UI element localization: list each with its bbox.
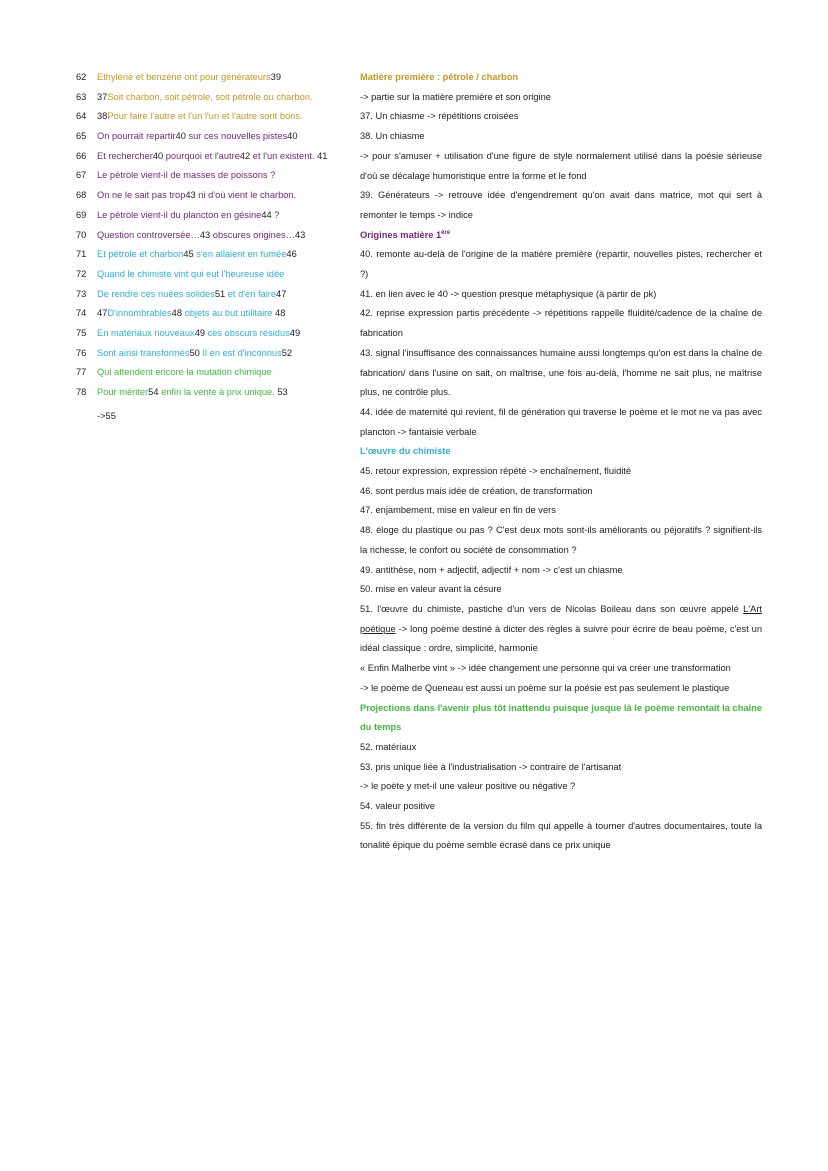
note: « Enfin Malherbe vint » -> idée changement une personne qui va créer une transformation [360, 663, 731, 674]
verse-text: obscures origines… [210, 229, 295, 240]
verse-text: On ne le sait pas trop [97, 190, 186, 201]
line-number: 70 [76, 229, 87, 240]
poem-line [76, 363, 346, 383]
note-reference: 43 [185, 190, 196, 201]
note: 53. pris unique liée à l'industrialisation -> contraire de l'artisanat [360, 761, 622, 772]
note: 44. idée de maternité qui revient, fil de génération qui traverse le poème et le mot ne va pas avec plancton -> fantaisie verbale [360, 406, 762, 437]
heading-text: Origines matière 1 [360, 229, 442, 240]
note-reference: 53 [274, 387, 288, 397]
note-reference: 54 [148, 387, 159, 397]
line-number: 73 [76, 288, 87, 299]
poem-line [76, 107, 346, 127]
verse-text: Le pétrole vient-il du plancton en gésine [97, 209, 262, 220]
note: 40. remonte au-delà de l'origine de la matière première (repartir, nouvelles pistes, rechercher et ?) [360, 249, 762, 280]
note: -> le poème de Queneau est aussi un poème sur la poésie est pas seulement le plastique [360, 682, 730, 693]
verse-text: ni d'où vient le charbon. [195, 190, 297, 201]
note-reference: 52 [281, 347, 293, 358]
note-reference: 48 [272, 308, 286, 319]
poem-line [76, 147, 346, 167]
note: 38. Un chiasme [360, 131, 425, 142]
poem-line [76, 304, 346, 324]
note: 49. antithèse, nom + adjectif, adjectif + nom -> c'est un chiasme [360, 564, 623, 575]
verse-text: Soit charbon, soit pétrole, soit pétrole ou charbon. [107, 91, 313, 102]
note-reference: 47 [97, 308, 108, 319]
poem-line [76, 68, 346, 88]
verse-text: Question controversée… [97, 229, 200, 240]
note: 43. signal l'insuffisance des connaissances humaine aussi longtemps qu'on est dans la chaîne de fabrication/ dans l'usine on sait, on maîtrise, une fois au-delà, l'homme ne sait plus, ne maîtrise plus, ne contrôle plus. [360, 347, 762, 398]
verse-text: De rendre ces nuées solides [97, 288, 215, 299]
note-reference: 43 [294, 229, 306, 240]
verse-text: ? [271, 209, 280, 220]
poem-line [76, 383, 346, 403]
notes-column [360, 68, 762, 856]
verse-text: objets au but utilitaire [182, 308, 273, 319]
verse-text: Ethylène et benzène ont pour générateurs [97, 72, 271, 82]
note-reference: 41 [314, 150, 328, 161]
line-number: 62 [76, 72, 87, 82]
line-number: 71 [76, 249, 87, 260]
note: -> pour s'amuser + utilisation d'une figure de style normalement utilisé dans la poésie sérieuse d'où se décalage humoristique entre la forme et le fond [360, 150, 762, 181]
note-text: 51. l'œuvre du chimiste, pastiche d'un vers de Nicolas Boileau dans son œuvre appelé [360, 603, 744, 614]
poem-line [76, 324, 346, 344]
line-number: 68 [76, 190, 87, 201]
poem-column [76, 68, 346, 421]
verse-text: Pour mériter [97, 387, 149, 397]
note-reference: 49 [194, 327, 206, 338]
note: 47. enjambement, mise en valeur en fin de vers [360, 505, 556, 516]
note-reference: 40 [287, 131, 298, 142]
line-number: 66 [76, 150, 87, 161]
heading-superscript: ère [441, 229, 451, 236]
note: -> partie sur la matière première et son origine [360, 91, 551, 102]
line-number: 78 [76, 387, 87, 397]
book-title: L'Art poétique [360, 603, 762, 634]
poem-line [76, 186, 346, 206]
note: 55. fin très différente de la version du film qui appelle à tourner d'autres documentaires, toute la tonalité épique du poème semble écrasé dans ce prix unique [360, 820, 762, 851]
note-reference: 49 [289, 327, 301, 338]
note: 54. valeur positive [360, 801, 435, 812]
verse-text: sur ces nouvelles pistes [185, 131, 288, 142]
note-reference: 39 [270, 72, 282, 82]
note-reference: 40 [175, 131, 186, 142]
poem-line [76, 88, 346, 108]
note-reference: 48 [171, 308, 182, 319]
note-reference: 42 [239, 150, 251, 161]
verse-text: Il en est d'inconnus [199, 347, 282, 358]
poem-line [76, 226, 346, 246]
verse-text: Qui attendent encore la mutation chimique [97, 367, 272, 378]
poem-line [76, 265, 346, 285]
poem-tail-note: ->55 [97, 410, 116, 421]
note: -> le poète y met-il une valeur positive ou négative ? [360, 781, 576, 792]
note: 45. retour expression, expression répété -> enchaînement, fluidité [360, 466, 632, 477]
line-number: 77 [76, 367, 87, 378]
verse-text: Sont ainsi transformés [97, 347, 190, 358]
verse-text: En matériaux nouveaux [97, 327, 195, 338]
line-number: 76 [76, 347, 87, 358]
line-number: 69 [76, 209, 87, 220]
verse-text: et d'en faire [225, 288, 277, 299]
poem-line [76, 245, 346, 265]
note [360, 600, 762, 659]
note: 52. matériaux [360, 741, 417, 752]
verse-text: Quand le chimiste vint qui eut l'heureuse idée [97, 268, 285, 279]
verse-text: et l'un existent. [250, 150, 315, 161]
section-heading-chemist: L'œuvre du chimiste [360, 446, 451, 457]
poem-line [76, 166, 346, 186]
note-text: -> long poème destiné à dicter des règles à suivre pour écrire de beau poème, c'est un idéal classique : ordre, simplicité, harmonie [360, 623, 762, 654]
note-reference: 37 [97, 91, 108, 102]
verse-text: Et pétrole et charbon [97, 249, 184, 260]
section-heading-projections: Projections dans l'avenir plus tôt inattendu puisque jusque là le poème remontait la chaine du temps [360, 702, 762, 733]
note-reference: 43 [199, 229, 211, 240]
verse-text: Pour faire l'autre et l'un l'un et l'autre sont bons. [107, 111, 303, 122]
note: 46. sont perdus mais idée de création, de transformation [360, 485, 593, 496]
note: 41. en lien avec le 40 -> question presque métaphysique (à partir de pk) [360, 288, 657, 299]
note-reference: 40 [152, 150, 164, 161]
section-heading-raw-material: Matière première : pétrole / charbon [360, 72, 519, 82]
verse-text: s'en allaient en fumée [193, 249, 287, 260]
line-number: 72 [76, 268, 87, 279]
verse-text: pourquoi et l'autre [163, 150, 240, 161]
note-reference: 38 [97, 111, 108, 122]
note: 50. mise en valeur avant la césure [360, 584, 502, 595]
verse-text: ces obscurs résidus [205, 327, 290, 338]
note: 48. éloge du plastique ou pas ? C'est deux mots sont-ils améliorants ou péjoratifs ? signifient-ils la richesse, le confort ou société de consommation ? [360, 525, 762, 555]
line-number: 63 [76, 91, 87, 102]
note-reference: 50 [189, 347, 200, 358]
note-reference: 44 [261, 209, 272, 220]
line-number: 64 [76, 111, 87, 122]
note-reference: 45 [183, 249, 194, 260]
poem-line [76, 285, 346, 305]
note: 42. reprise expression partis précédente -> répétitions rappelle fluidité/cadence de la chaîne de fabrication [360, 308, 762, 339]
note-reference: 47 [276, 288, 287, 299]
verse-text: Le pétrole vient-il de masses de poissons ? [97, 170, 276, 181]
note: 37. Un chiasme -> répétitions croisées [360, 111, 519, 122]
line-number: 74 [76, 308, 87, 319]
line-number: 75 [76, 327, 87, 338]
verse-text: enfin la vente à prix unique. [158, 387, 275, 397]
verse-text: Et rechercher [97, 150, 153, 161]
section-heading-origins [360, 226, 762, 246]
note: 39. Générateurs -> retrouve idée d'engendrement qu'on avait dans matrice, mot qui sert à remonter le temps -> indice [360, 190, 762, 220]
line-number: 67 [76, 170, 87, 181]
poem-line [76, 206, 346, 226]
note-reference: 46 [286, 249, 297, 260]
verse-text: On pourrait repartir [97, 131, 176, 142]
poem-line [76, 127, 346, 147]
note-reference: 51 [214, 288, 226, 299]
verse-text: D'innombrables [107, 308, 172, 319]
line-number: 65 [76, 131, 87, 142]
poem-line [76, 344, 346, 364]
